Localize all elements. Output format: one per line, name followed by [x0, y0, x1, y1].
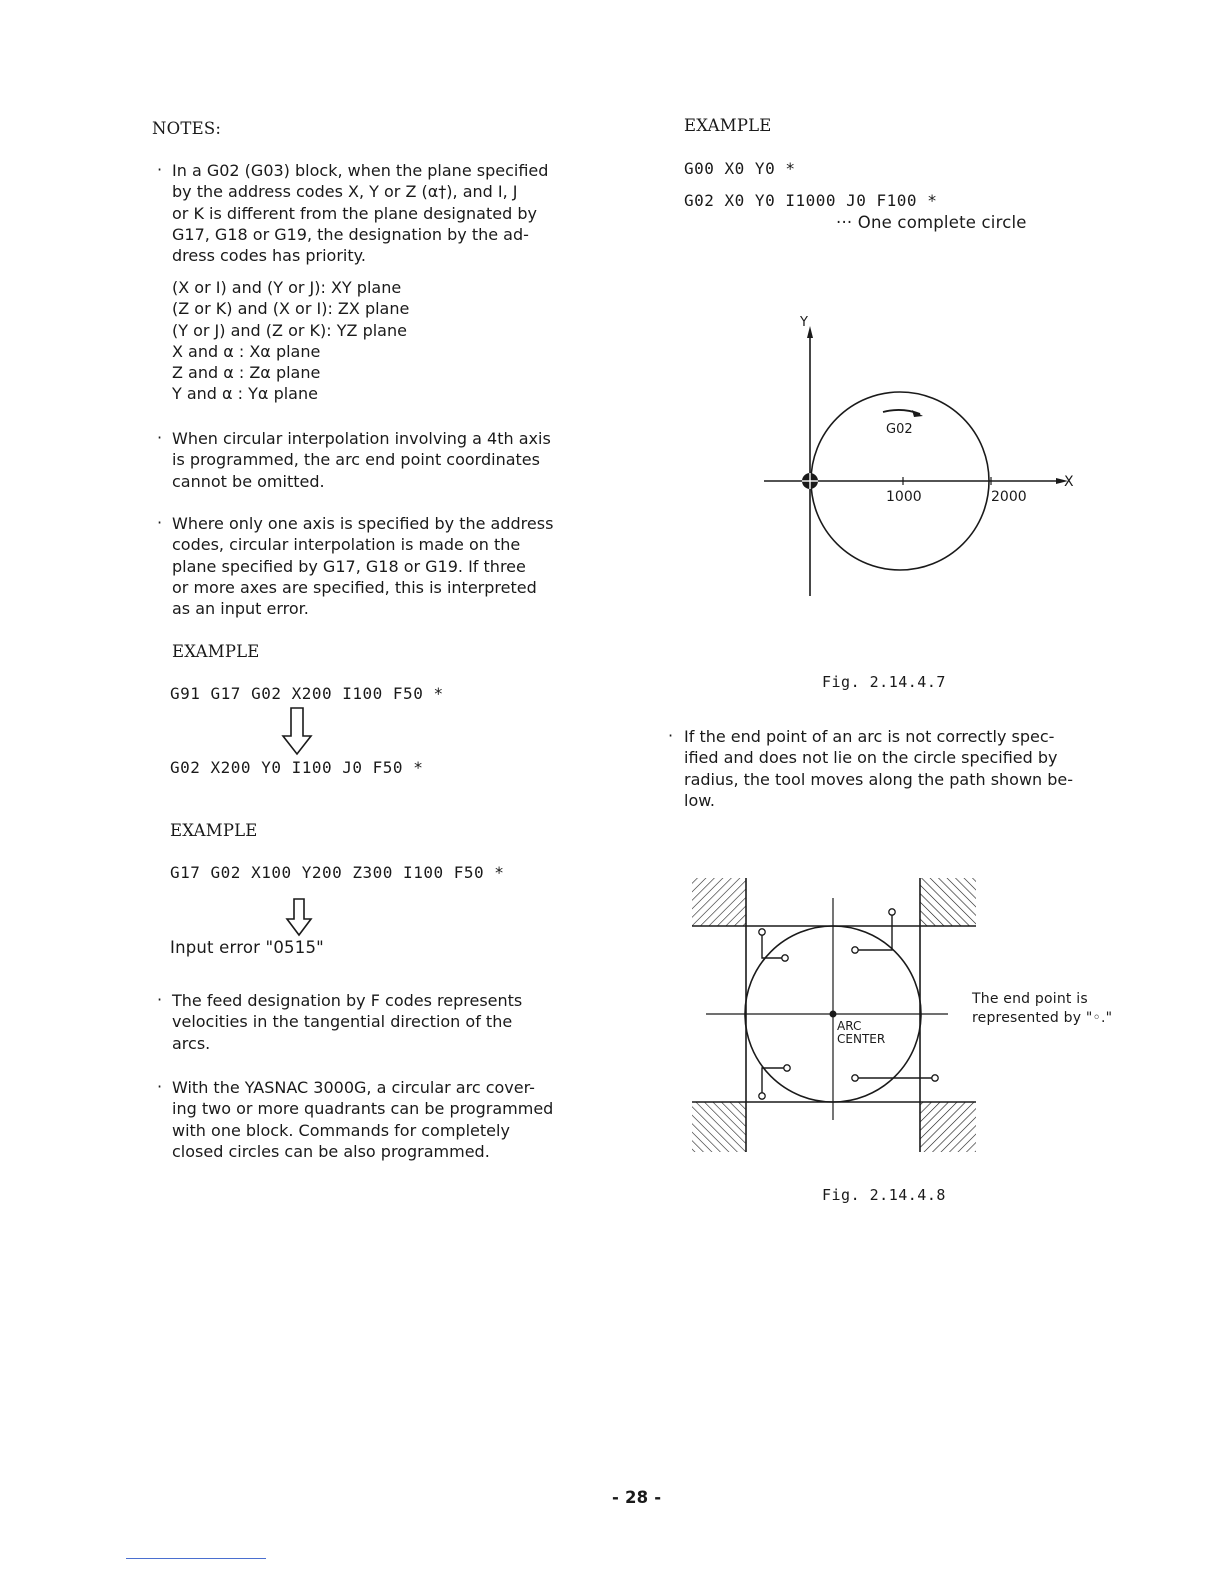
bullet-icon: · [157, 160, 163, 179]
note-4th-axis: When circular interpolation involving a 4th axis is programmed, the arc end point coordinates cannot be omitted. [172, 429, 551, 491]
fig1-caption: Fig. 2.14.4.7 [822, 673, 946, 691]
arc-center-point [830, 1011, 837, 1018]
example1-code-input: G91 G17 G02 X200 I100 F50 * [170, 684, 444, 703]
bullet-icon: · [157, 513, 163, 532]
fig2-caption: Fig. 2.14.4.8 [822, 1186, 946, 1204]
example2-code: G17 G02 X100 Y200 Z300 I100 F50 * [170, 863, 505, 882]
bullet-icon: · [157, 990, 163, 1009]
circle-interpolation-figure [740, 300, 1100, 610]
fig2-side-note-1: The end point is [972, 991, 1088, 1007]
tick-label-2000: 2000 [991, 489, 1027, 505]
example1-code-result: G02 X200 Y0 I100 J0 F50 * [170, 758, 424, 777]
arc-center-label-1: ARC [837, 1019, 862, 1033]
right-code-2: G02 X0 Y0 I1000 J0 F100 * [684, 191, 938, 210]
right-code-1: G00 X0 Y0 * [684, 159, 796, 178]
hatched-corner-top-left [692, 878, 746, 926]
tick-label-1000: 1000 [886, 489, 922, 505]
end-point-path-figure [686, 872, 982, 1156]
y-axis-label: Y [800, 315, 808, 330]
bullet-icon: · [157, 428, 163, 447]
arc-center-label-2: CENTER [837, 1032, 886, 1046]
hatched-corner-bottom-left [692, 1102, 746, 1152]
footer-rule [126, 1558, 266, 1559]
note-one-axis: Where only one axis is specified by the address codes, circular interpolation is made on the plane specified by G17, G18 or G19. If three or more axes are specified, this is interpreted as an input error. [172, 514, 554, 619]
notes-heading: NOTES: [152, 119, 222, 138]
plane-list: (X or I) and (Y or J): XY plane (Z or K) and (X or I): ZX plane (Y or J) and (Z or K): YZ plane X and α : Xα plane Z and α : Zα plane Y and α : Yα plane [172, 278, 410, 404]
note-yasnac: With the YASNAC 3000G, a circular arc cover- ing two or more quadrants can be programmed with one block. Commands for completely closed circles can be also programmed. [172, 1078, 554, 1161]
fig2-side-note-2: represented by "◦." [972, 1010, 1113, 1026]
right-code-comment: ··· One complete circle [836, 213, 1027, 232]
note-end-point: If the end point of an arc is not correctly spec- ified and does not lie on the circle specified by radius, the tool moves along the path shown be- low. [684, 727, 1074, 810]
example2-result: Input error "0515" [170, 938, 324, 957]
example2-heading: EXAMPLE [170, 821, 258, 840]
down-arrow-icon [281, 706, 313, 756]
down-arrow-icon [285, 897, 313, 937]
note-plane-priority: In a G02 (G03) block, when the plane specified by the address codes X, Y or Z (α†), and I, J or K is different from the plane designated by G17, G18 or G19, the designation by the ad- dress codes has priority. [172, 161, 549, 266]
hatched-corner-bottom-right [920, 1102, 976, 1152]
hatched-corner-top-right [920, 878, 976, 926]
bullet-icon: · [157, 1077, 163, 1096]
page-number: - 28 - [612, 1488, 662, 1507]
example1-heading: EXAMPLE [172, 642, 260, 661]
note-feed: The feed designation by F codes represents velocities in the tangential direction of the arcs. [172, 991, 523, 1053]
g02-label: G02 [886, 422, 913, 437]
x-axis-label: X [1064, 474, 1074, 490]
right-example-heading: EXAMPLE [684, 116, 772, 135]
bullet-icon: · [668, 726, 674, 745]
